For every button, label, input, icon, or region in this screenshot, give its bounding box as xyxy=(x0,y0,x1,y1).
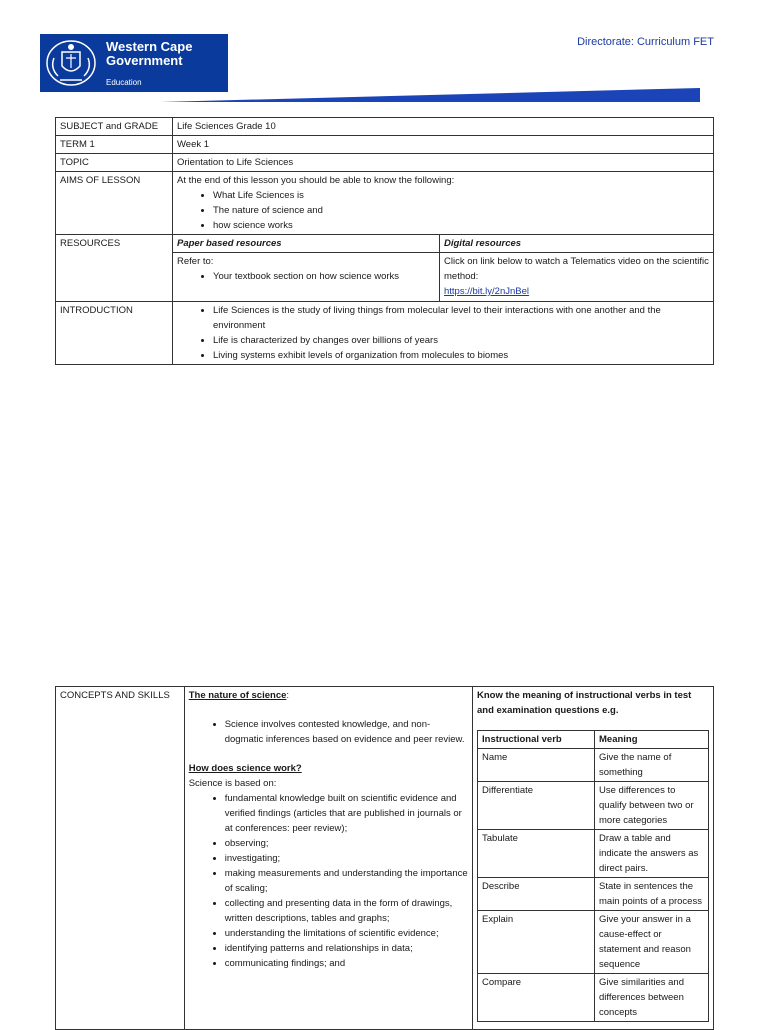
aims-cell xyxy=(173,172,714,235)
table-row xyxy=(478,749,709,782)
intro-list xyxy=(177,303,709,363)
table-row xyxy=(478,830,709,878)
intro-label: INTRODUCTION xyxy=(56,302,173,365)
how-heading: How does science work? xyxy=(188,763,302,774)
concepts-label: CONCEPTS AND SKILLS xyxy=(56,687,185,1030)
list-item: • observing; xyxy=(225,836,468,851)
paper-list xyxy=(177,269,435,284)
header-stripe xyxy=(160,88,700,102)
wcg-logo xyxy=(40,34,228,92)
subject-value: Life Sciences Grade 10 xyxy=(173,118,714,136)
meaning-cell: Draw a table and indicate the answers as direct pairs. xyxy=(595,830,709,878)
verb-cell: Compare xyxy=(478,974,595,1022)
nature-heading-line xyxy=(189,688,468,703)
paper-refer: Refer to: xyxy=(177,256,214,267)
list-item: • Science involves contested knowledge, and non-dogmatic inferences based on evidence and peer review. xyxy=(225,717,468,747)
list-item: • Your textbook section on how science works xyxy=(213,269,435,284)
table-row xyxy=(478,878,709,911)
resources-label: RESOURCES xyxy=(56,235,173,302)
org-subtitle: Education xyxy=(106,78,142,87)
verbs-table xyxy=(477,730,709,1022)
verb-cell: Describe xyxy=(478,878,595,911)
digital-resources-header: Digital resources xyxy=(440,235,714,253)
verbs-col1-header: Instructional verb xyxy=(478,731,595,749)
meaning-cell: Give similarities and differences between concepts xyxy=(595,974,709,1022)
verb-cell: Tabulate xyxy=(478,830,595,878)
based-list xyxy=(189,791,468,971)
meaning-cell: Give the name of something xyxy=(595,749,709,782)
nature-colon: : xyxy=(286,690,290,701)
list-item: • What Life Sciences is xyxy=(213,188,709,203)
digital-text: Click on link below to watch a Telematics video on the scientific method: xyxy=(444,256,709,282)
list-item: • how science works xyxy=(213,218,709,233)
directorate-label: Directorate: Curriculum FET xyxy=(577,36,714,48)
org-name: Western Cape Government xyxy=(106,39,193,68)
aims-intro: At the end of this lesson you should be able to know the following: xyxy=(177,175,455,186)
list-item: • fundamental knowledge built on scientific evidence and verified findings (articles that are published in journals or at conferences: peer review); xyxy=(225,791,468,836)
page-header xyxy=(0,0,768,110)
table-row xyxy=(478,782,709,830)
list-item: • The nature of science and xyxy=(213,203,709,218)
coat-of-arms-icon xyxy=(44,38,98,88)
verb-cell: Name xyxy=(478,749,595,782)
list-item: • collecting and presenting data in the form of drawings, written descriptions, tables and graphs; xyxy=(225,896,468,926)
aims-label: AIMS OF LESSON xyxy=(56,172,173,235)
verbs-cell xyxy=(473,687,714,1030)
list-item: • understanding the limitations of scientific evidence; xyxy=(225,926,468,941)
verbs-heading: Know the meaning of instructional verbs in test and examination questions e.g. xyxy=(477,690,692,716)
list-item: • Life Sciences is the study of living things from molecular level to their interactions with one another and the environment xyxy=(213,303,709,333)
table-row xyxy=(478,974,709,1022)
digital-resources-cell xyxy=(440,253,714,302)
topic-label: TOPIC xyxy=(56,154,173,172)
list-item: • investigating; xyxy=(225,851,468,866)
meaning-cell: Use differences to qualify between two or more categories xyxy=(595,782,709,830)
intro-cell xyxy=(173,302,714,365)
paper-resources-header: Paper based resources xyxy=(173,235,440,253)
list-item: • Life is characterized by changes over billions of years xyxy=(213,333,709,348)
meaning-cell: Give your answer in a cause-effect or statement and reason sequence xyxy=(595,911,709,974)
list-item: • communicating findings; and xyxy=(225,956,468,971)
verbs-col2-header: Meaning xyxy=(595,731,709,749)
list-item: • making measurements and understanding the importance of scaling; xyxy=(225,866,468,896)
telematics-video-link[interactable]: https://bit.ly/2nJnBel xyxy=(444,286,530,297)
list-item: • Living systems exhibit levels of organization from molecules to biomes xyxy=(213,348,709,363)
verb-cell: Explain xyxy=(478,911,595,974)
list-item: • identifying patterns and relationships in data; xyxy=(225,941,468,956)
term-value: Week 1 xyxy=(173,136,714,154)
concepts-cell xyxy=(184,687,472,1030)
paper-resources-cell xyxy=(173,253,440,302)
aims-list xyxy=(177,188,709,233)
meaning-cell: State in sentences the main points of a process xyxy=(595,878,709,911)
nature-heading: The nature of science xyxy=(188,690,287,701)
based-on-label: Science is based on: xyxy=(188,778,277,789)
subject-label: SUBJECT and GRADE xyxy=(56,118,173,136)
verb-cell: Differentiate xyxy=(478,782,595,830)
term-label: TERM 1 xyxy=(56,136,173,154)
concepts-table xyxy=(55,686,714,1030)
nature-list xyxy=(189,717,468,747)
topic-value: Orientation to Life Sciences xyxy=(173,154,714,172)
table-row xyxy=(478,911,709,974)
lesson-table xyxy=(55,117,714,365)
